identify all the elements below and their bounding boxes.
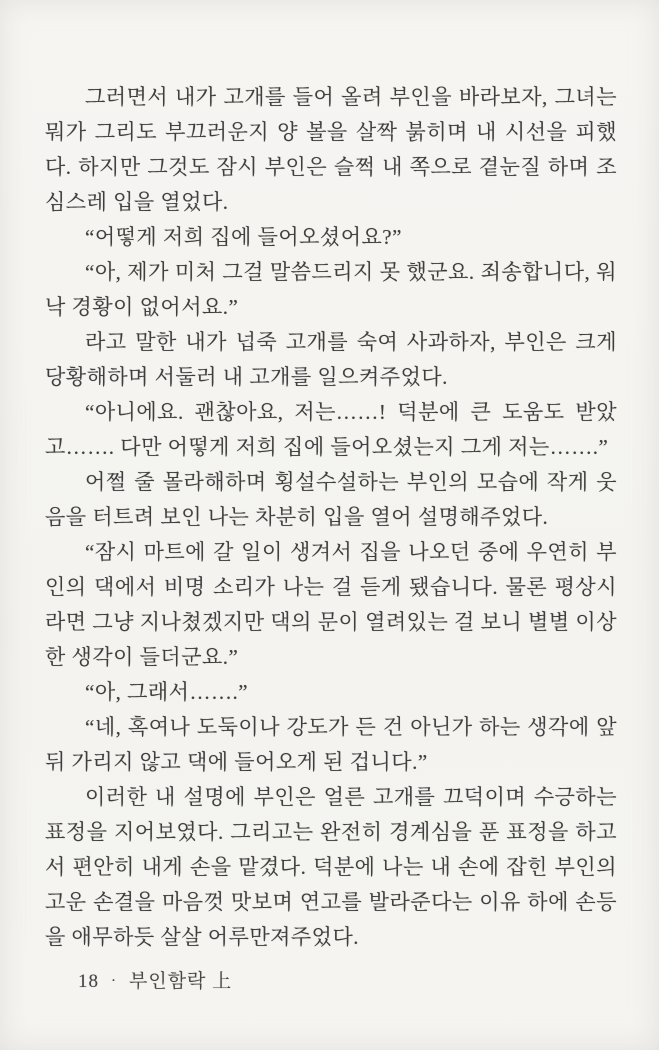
page-number: 18	[78, 971, 99, 992]
footer-separator-dot: ·	[111, 973, 117, 989]
paragraph-dialogue: “아, 그래서…….”	[85, 680, 249, 704]
paragraph: 이러한 내 설명에 부인은 얼른 고개를 끄덕이며 수긍하는 표정을 지어보였다. 그리고는 완전히 경계심을 푼 표정을 하고서 편안히 내게 손을 맡겼다. 덕분에 나는 내 손에 잡힌 부인의 고운 손결을 마음껏 맛보며 연고를 발라준다는 이유 하에 손등을 애무하듯 살살 어루만져주었다.	[45, 785, 617, 949]
page-body	[45, 80, 617, 955]
page-footer	[78, 966, 232, 993]
paragraph: 라고 말한 내가 넙죽 고개를 숙여 사과하자, 부인은 크게 당황해하며 서둘러 내 고개를 일으켜주었다.	[45, 330, 617, 389]
paragraph-dialogue: “아, 제가 미처 그걸 말씀드리지 못 했군요. 죄송합니다, 워낙 경황이 없어서요.”	[45, 260, 617, 319]
paragraph-dialogue: “잠시 마트에 갈 일이 생겨서 집을 나오던 중에 우연히 부인의 댁에서 비명 소리가 나는 걸 듣게 됐습니다. 물론 평상시라면 그냥 지나쳤겠지만 댁의 문이 열려있는 걸 보니 별별 이상한 생각이 들더군요.”	[45, 540, 617, 669]
paragraph-dialogue: “아니에요. 괜찮아요, 저는……! 덕분에 큰 도움도 받았고……. 다만 어떻게 저희 집에 들어오셨는지 그게 저는…….”	[45, 400, 617, 459]
book-title: 부인함락 上	[129, 971, 233, 992]
paragraph-dialogue: “네, 혹여나 도둑이나 강도가 든 건 아닌가 하는 생각에 앞뒤 가리지 않고 댁에 들어오게 된 겁니다.”	[45, 715, 617, 774]
paragraph-dialogue: “어떻게 저희 집에 들어오셨어요?”	[85, 225, 402, 249]
paragraph: 그러면서 내가 고개를 들어 올려 부인을 바라보자, 그녀는 뭐가 그리도 부끄러운지 양 볼을 살짝 붉히며 내 시선을 피했다. 하지만 그것도 잠시 부인은 슬쩍 내 쪽으로 곁눈질 하며 조심스레 입을 열었다.	[45, 85, 617, 214]
paragraph: 어쩔 줄 몰라해하며 횡설수설하는 부인의 모습에 작게 웃음을 터트려 보인 나는 차분히 입을 열어 설명해주었다.	[45, 470, 617, 529]
